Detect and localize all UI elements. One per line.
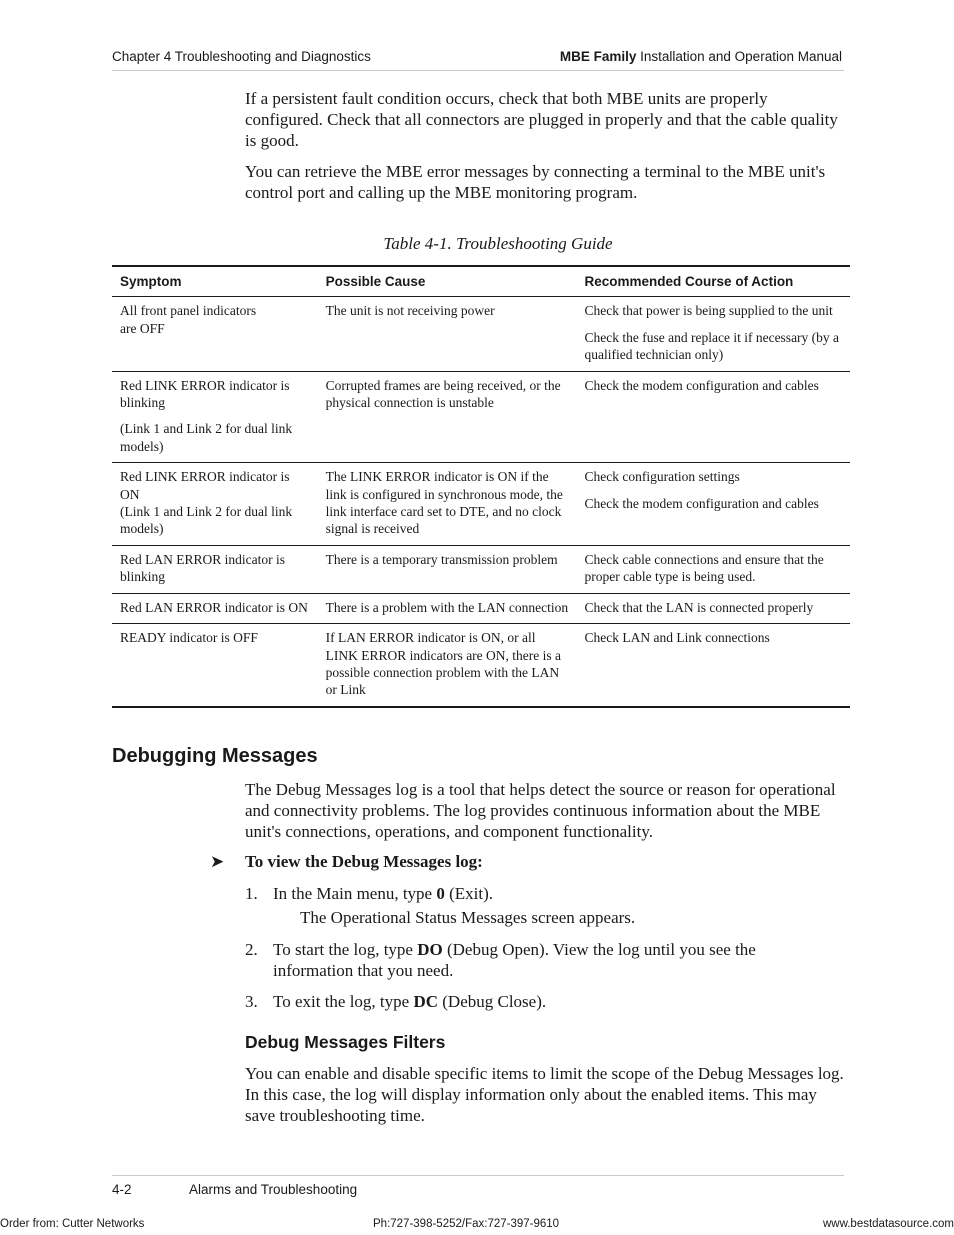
- cell-text: Check the modem configuration and cables: [584, 495, 819, 511]
- cell-possible-cause: [318, 371, 577, 463]
- step-key: DC: [413, 992, 439, 1011]
- column-header-symptom: Symptom: [112, 266, 318, 297]
- column-header-recommended-action: Recommended Course of Action: [577, 266, 850, 297]
- procedure-arrow-icon: ➤: [210, 852, 225, 871]
- cell-recommended-action: [577, 624, 850, 707]
- cell-text: The LINK ERROR indicator is ON if the link is configured in synchronous mode, the link interface card set to DTE, and no clock signal is received: [325, 469, 563, 537]
- table-row: [112, 545, 850, 593]
- step-text-end: (Exit).: [444, 884, 494, 903]
- table-caption: Table 4-1. Troubleshooting Guide: [383, 234, 613, 253]
- table-row: [112, 463, 850, 546]
- manual-title-rest: Installation and Operation Manual: [636, 49, 842, 64]
- cell-symptom: [112, 593, 318, 623]
- table-row: [112, 593, 850, 623]
- footer-section-title: Alarms and Troubleshooting: [189, 1182, 358, 1197]
- cell-text: Check LAN and Link connections: [584, 630, 770, 646]
- cell-text: All front panel indicators are OFF: [120, 303, 257, 336]
- cell-recommended-action: [577, 593, 850, 623]
- step-number: 2.: [245, 940, 258, 959]
- step-number: 3.: [245, 992, 258, 1011]
- cell-recommended-action: [577, 463, 850, 546]
- cell-recommended-action: [577, 297, 850, 371]
- debug-intro-paragraph: The Debug Messages log is a tool that helps detect the source or reason for operational and connectivity problems. The log provides continuous information about the MBE unit's connections, operations, and component functionality.: [245, 780, 836, 841]
- website-link[interactable]: www.bestdatasource.com: [822, 1218, 954, 1230]
- table-body: [112, 297, 850, 707]
- step-text: To exit the log, type: [273, 992, 414, 1011]
- cell-text: Corrupted frames are being received, or the physical connection is unstable: [325, 377, 561, 411]
- procedure-step-2: [245, 939, 825, 981]
- cell-text: Check configuration settings: [584, 469, 740, 485]
- cell-possible-cause: [318, 545, 577, 593]
- cell-possible-cause: [318, 624, 577, 707]
- cell-text: There is a problem with the LAN connection: [325, 599, 569, 615]
- debug-filters-paragraph: You can enable and disable specific items to limit the scope of the Debug Messages log. In this case, the log will display information only about the enabled items. This may save troubleshooting time.: [245, 1064, 844, 1125]
- cell-recommended-action: [577, 545, 850, 593]
- troubleshooting-table: [112, 265, 850, 708]
- table-row: [112, 297, 850, 371]
- intro-paragraph-1: If a persistent fault condition occurs, check that both MBE units are properly configured. Check that all connectors are plugged in properly and that the cable quality is good.: [245, 89, 838, 150]
- header-divider: [112, 70, 844, 71]
- table-row: [112, 624, 850, 707]
- cell-text: Red LAN ERROR indicator is blinking: [120, 551, 285, 585]
- section-heading-debugging-messages: Debugging Messages: [112, 745, 318, 767]
- step-number: 1.: [245, 884, 258, 903]
- cell-text: READY indicator is OFF: [120, 630, 258, 646]
- step-text-end: (Debug Open). View the log until you see the information that you need.: [273, 940, 756, 980]
- cell-possible-cause: [318, 463, 577, 546]
- order-from-text: Order from: Cutter Networks: [0, 1218, 145, 1230]
- running-header-chapter: Chapter 4 Troubleshooting and Diagnostics: [112, 49, 371, 64]
- cell-text: If LAN ERROR indicator is ON, or all LINK ERROR indicators are ON, there is a possible connection problem with the LAN or Link: [325, 630, 562, 698]
- procedure-step-1-result: The Operational Status Messages screen appears.: [300, 908, 636, 927]
- phone-fax-text: Ph:727-398-5252/Fax:727-397-9610: [373, 1218, 560, 1230]
- manual-family-name: MBE Family: [559, 49, 637, 64]
- procedure-step-3: [245, 991, 825, 1012]
- cell-possible-cause: [318, 297, 577, 371]
- cell-possible-cause: [318, 593, 577, 623]
- cell-symptom: [112, 463, 318, 546]
- table-header-row: [112, 266, 850, 297]
- footer-divider: [112, 1175, 844, 1176]
- cell-text: Check the fuse and replace it if necessary (by a qualified technician only): [584, 329, 840, 363]
- step-text-end: (Debug Close).: [438, 992, 547, 1011]
- column-header-possible-cause: Possible Cause: [318, 266, 577, 297]
- step-text: To start the log, type: [273, 940, 418, 959]
- cell-text: (Link 1 and Link 2 for dual link models): [120, 421, 293, 454]
- page-number: 4-2: [112, 1182, 132, 1197]
- cell-text: Red LINK ERROR indicator is blinking: [120, 377, 290, 411]
- step-key: 0: [436, 884, 445, 903]
- cell-recommended-action: [577, 371, 850, 463]
- cell-text: Check that power is being supplied to the unit: [584, 303, 833, 319]
- step-text: In the Main menu, type: [273, 884, 437, 903]
- table-row: [112, 371, 850, 463]
- cell-text: There is a temporary transmission problem: [325, 551, 558, 567]
- cell-symptom: [112, 545, 318, 593]
- running-header-manual-title: [560, 49, 842, 64]
- cell-symptom: [112, 371, 318, 463]
- cell-text: The unit is not receiving power: [325, 303, 495, 319]
- cell-symptom: [112, 624, 318, 707]
- cell-text: Red LINK ERROR indicator is ON (Link 1 and Link 2 for dual link models): [120, 469, 293, 537]
- procedure-title: To view the Debug Messages log:: [245, 852, 483, 871]
- procedure-step-1: [245, 883, 825, 904]
- cell-text: Check that the LAN is connected properly: [584, 599, 814, 615]
- intro-paragraph-2: You can retrieve the MBE error messages by connecting a terminal to the MBE unit's control port and calling up the MBE monitoring program.: [245, 162, 826, 202]
- subsection-heading-debug-filters: Debug Messages Filters: [245, 1032, 446, 1052]
- cell-text: Check the modem configuration and cables: [584, 377, 819, 393]
- cell-text: Red LAN ERROR indicator is ON: [120, 599, 308, 615]
- cell-symptom: [112, 297, 318, 371]
- cell-text: Check cable connections and ensure that the proper cable type is being used.: [584, 551, 824, 585]
- step-key: DO: [417, 940, 443, 959]
